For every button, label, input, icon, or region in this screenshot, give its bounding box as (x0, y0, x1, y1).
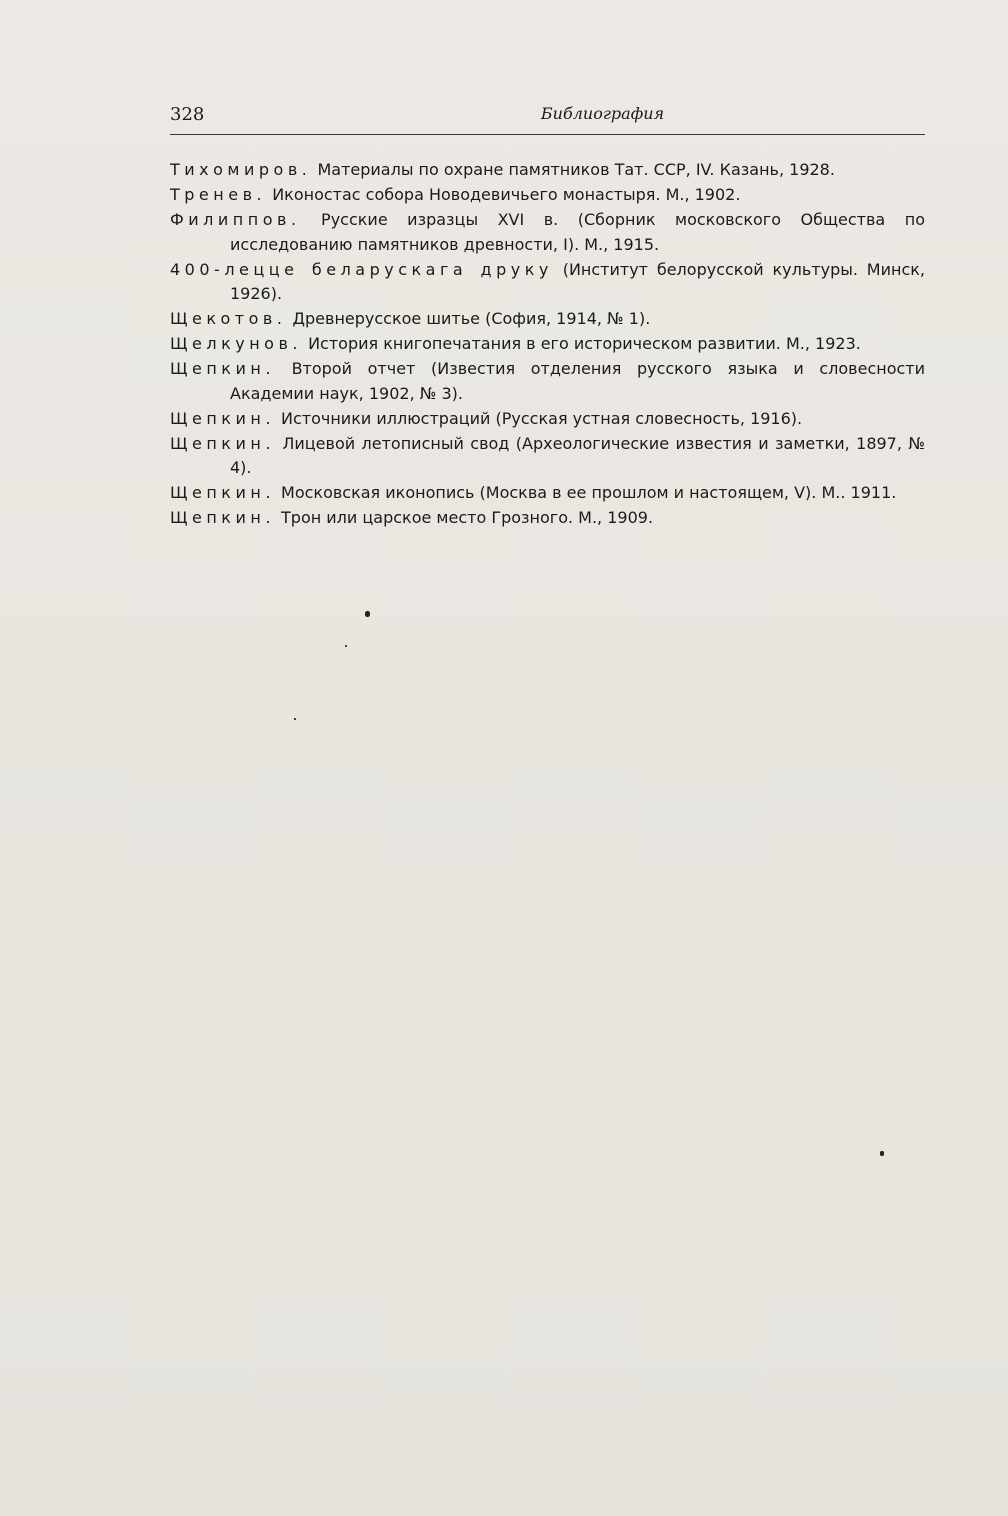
bibliography-entry (170, 432, 925, 481)
bibliography-entry (170, 258, 925, 307)
bibliography-entry (170, 407, 925, 432)
entry-author: Щепкин. (170, 408, 275, 428)
bibliography-list (170, 158, 925, 531)
entry-text: Материалы по охране памятников Тат. ССР, IV. Казань, 1928. (317, 160, 835, 179)
ink-speck (294, 718, 296, 720)
entry-text: Лицевой летописный свод (Археологические известия и заметки, 1897, № 4). (230, 433, 925, 477)
ink-speck (880, 1151, 884, 1156)
entry-author: Щекотов. (170, 309, 287, 328)
entry-author: Щепкин. (170, 508, 275, 527)
bibliography-entry (170, 158, 925, 183)
entry-text: История книгопечатания в его историческом развитии. М., 1923. (308, 334, 861, 353)
entry-text: Русские изразцы XVI в. (Сборник московского Общества по исследованию памятников древности, I). М., 1915. (230, 210, 925, 254)
entry-text: Второй отчет (Известия отделения русского языка и словесности Академии наук, 1902, № 3). (230, 359, 925, 403)
bibliography-entry (170, 332, 925, 357)
running-head-title: Библиография (540, 104, 665, 123)
bibliography-entry (170, 481, 925, 506)
entry-text: Московская иконопись (Москва в ее прошлом и настоящем, V). М.. 1911. (281, 483, 897, 502)
page-number: 328 (170, 104, 205, 125)
ink-speck (345, 645, 347, 647)
entry-author: Щепкин. (170, 359, 275, 378)
entry-author: Щелкунов. (170, 334, 302, 353)
entry-text: Иконостас собора Новодевичьего монастыря. М., 1902. (272, 185, 741, 204)
bibliography-entry (170, 357, 925, 406)
entry-text: Трон или царское место Грозного. М., 1909. (281, 508, 654, 527)
entry-author: Тренев. (170, 185, 267, 204)
bibliography-entry (170, 307, 925, 332)
running-head (170, 100, 925, 135)
entry-author: Щепкин. (170, 483, 275, 502)
entry-author: Щепкин. (170, 433, 275, 453)
entry-text: Древнерусское шитье (София, 1914, № 1). (292, 309, 651, 328)
entry-text: (Институт белорусской культуры. Минск, 1926). (230, 259, 925, 303)
bibliography-entry (170, 183, 925, 208)
bibliography-entry (170, 208, 925, 257)
entry-text: Источники иллюстраций (Русская устная словесность, 1916). (281, 408, 803, 428)
entry-author: Тихомиров. (170, 160, 312, 179)
entry-author: Филиппов. (170, 210, 301, 229)
bibliography-entry (170, 506, 925, 531)
ink-speck (365, 611, 370, 617)
entry-author: 400-леццe беларускага друку (170, 259, 553, 279)
